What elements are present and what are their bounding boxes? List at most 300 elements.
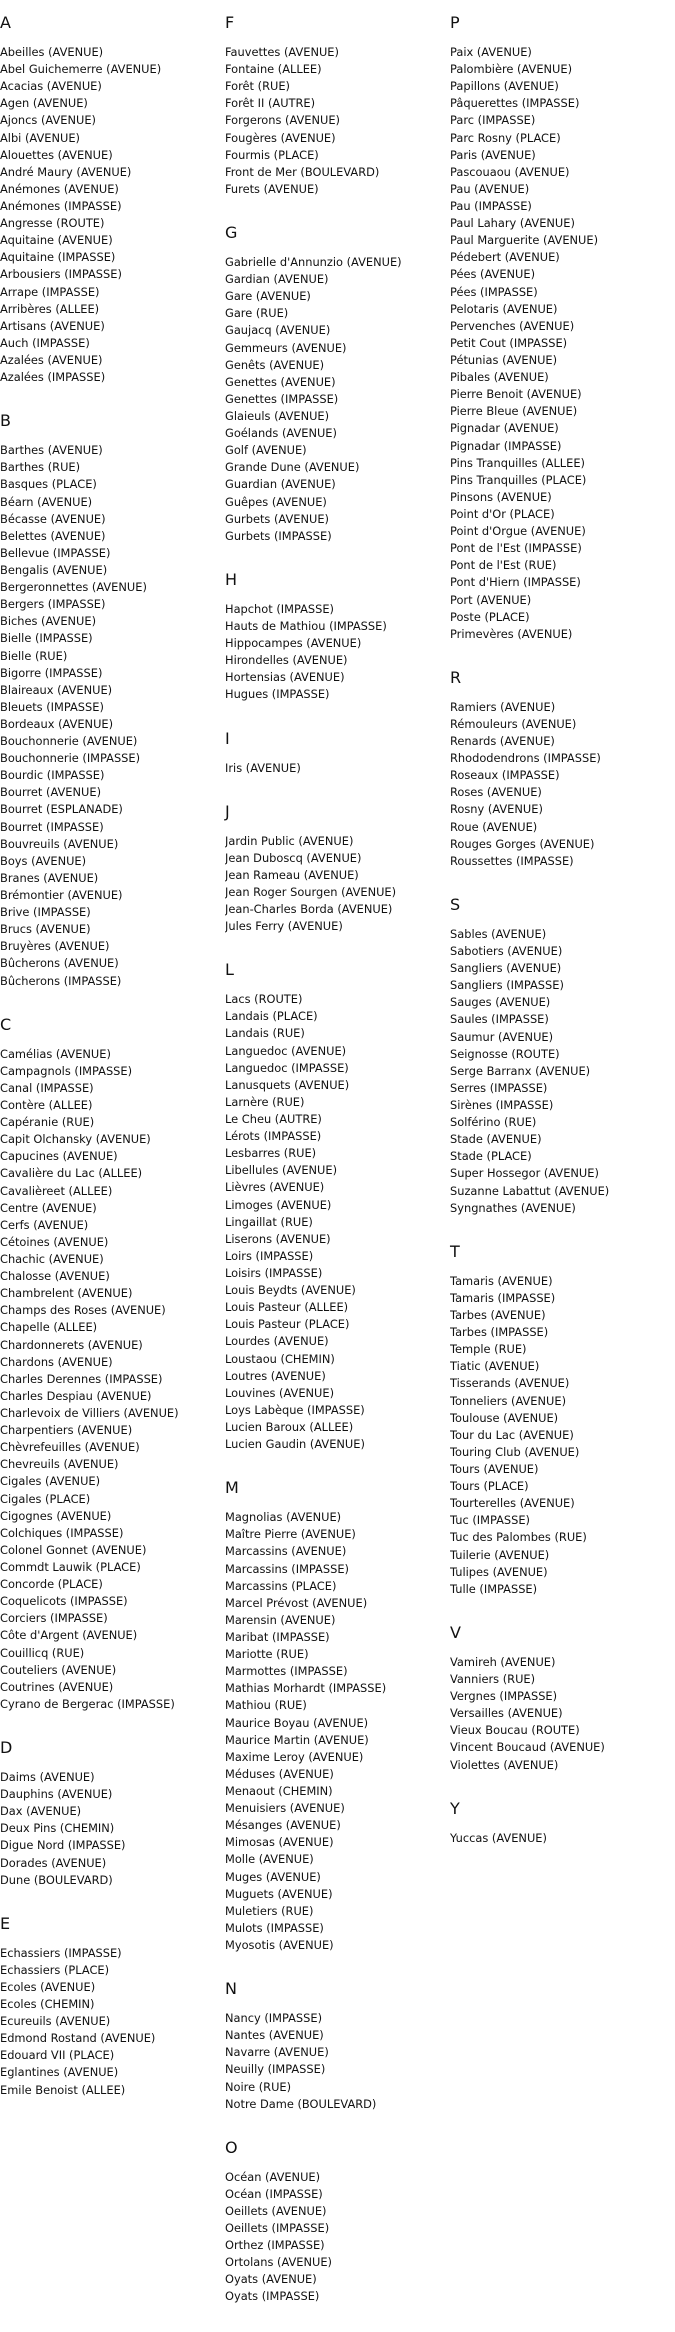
street-list-item: Menuisiers (AVENUE) — [225, 1801, 345, 1816]
street-list-item: Nancy (IMPASSE) — [225, 2011, 323, 2026]
letter-section — [225, 2139, 447, 2306]
street-list-item: Gare (RUE) — [225, 306, 289, 321]
street-list-item: Muguets (AVENUE) — [225, 1886, 333, 1901]
street-list-item: Gardian (AVENUE) — [225, 272, 329, 287]
street-list-item: Libellules (AVENUE) — [225, 1163, 338, 1178]
street-list-item: Gare (AVENUE) — [225, 289, 311, 304]
letter-section — [450, 669, 672, 870]
street-list-item: Sangliers (AVENUE) — [450, 961, 562, 976]
street-list-item: Acacias (AVENUE) — [0, 79, 102, 94]
letter-section — [0, 1016, 222, 1713]
street-list-item: Lanusquets (AVENUE) — [225, 1077, 350, 1092]
street-list-item: Echassiers (PLACE) — [0, 1962, 110, 1977]
street-list-item: Tulipes (AVENUE) — [450, 1564, 548, 1579]
street-list — [450, 1273, 672, 1598]
street-list-item: Chambrelent (AVENUE) — [0, 1286, 133, 1301]
street-list-item: Camélias (AVENUE) — [0, 1046, 111, 1061]
street-list-item: Rhododendrons (IMPASSE) — [450, 751, 601, 766]
street-list — [450, 926, 672, 1217]
street-list-item: Sables (AVENUE) — [450, 926, 547, 941]
street-list-item: Front de Mer (BOULEVARD) — [225, 164, 380, 179]
street-list-item: Le Cheu (AUTRE) — [225, 1112, 322, 1127]
index-column-3 — [450, 14, 672, 1873]
street-list-item: Arrape (IMPASSE) — [0, 284, 100, 299]
street-list-item: Genettes (AVENUE) — [225, 374, 336, 389]
street-list-item: Fougères (AVENUE) — [225, 130, 336, 145]
street-list-item: Maxime Leroy (AVENUE) — [225, 1749, 364, 1764]
street-list-item: Pées (AVENUE) — [450, 267, 536, 282]
street-list — [225, 833, 447, 936]
section-letter-heading: A — [0, 13, 11, 32]
letter-section — [225, 571, 447, 704]
section-letter-heading: H — [225, 569, 238, 589]
street-list-item: Nantes (AVENUE) — [225, 2028, 324, 2043]
street-list-item: Furets (AVENUE) — [225, 181, 319, 196]
street-list-item: Tourterelles (AVENUE) — [450, 1496, 575, 1511]
street-list-item: Artisans (AVENUE) — [0, 318, 105, 333]
street-list-item: Jean-Charles Borda (AVENUE) — [225, 902, 393, 917]
street-list-item: Tamaris (AVENUE) — [450, 1273, 553, 1288]
section-letter-heading: L — [225, 960, 234, 980]
letter-section — [0, 14, 222, 386]
letter-section — [225, 14, 447, 198]
street-list-item: Blaireaux (AVENUE) — [0, 682, 113, 697]
street-list-item: Louis Pasteur (PLACE) — [225, 1317, 350, 1332]
street-list-item: Bruyères (AVENUE) — [0, 939, 110, 954]
street-list — [225, 254, 447, 545]
street-list-item: Gabrielle d'Annunzio (AVENUE) — [225, 254, 402, 269]
street-list-item: Corciers (IMPASSE) — [0, 1611, 108, 1626]
street-list-item: Tuc des Palombes (RUE) — [450, 1530, 587, 1545]
street-list-item: Maurice Martin (AVENUE) — [225, 1732, 369, 1747]
street-list-item: Pau (AVENUE) — [450, 181, 530, 196]
street-list-item: Louvines (AVENUE) — [225, 1385, 335, 1400]
section-letter-heading: M — [225, 1478, 239, 1498]
street-list-item: Brucs (AVENUE) — [0, 922, 91, 937]
street-list-item: Larnère (RUE) — [225, 1094, 305, 1109]
street-list-item: Brémontier (AVENUE) — [0, 888, 123, 903]
street-list-item: Chèvrefeuilles (AVENUE) — [0, 1440, 140, 1455]
street-list-item: Lérots (IMPASSE) — [225, 1129, 322, 1144]
street-list-item: Hapchot (IMPASSE) — [225, 601, 334, 616]
street-list-item: Marcassins (IMPASSE) — [225, 1561, 349, 1576]
street-list-item: Edouard VII (PLACE) — [0, 2048, 115, 2063]
street-list-item: Iris (AVENUE) — [225, 760, 301, 775]
street-list-item: Liserons (AVENUE) — [225, 1231, 331, 1246]
street-list-item: Côte d'Argent (AVENUE) — [0, 1628, 138, 1643]
street-list-item: Arribères (ALLEE) — [0, 301, 100, 316]
street-list-item: Charlevoix de Villiers (AVENUE) — [0, 1405, 179, 1420]
street-list-item: Bergers (IMPASSE) — [0, 597, 106, 612]
street-list-item: Tamaris (IMPASSE) — [450, 1290, 556, 1305]
street-list-item: Tuilerie (AVENUE) — [450, 1547, 550, 1562]
street-list-item: Bourret (IMPASSE) — [0, 819, 104, 834]
street-list-item: Mathias Morhardt (IMPASSE) — [225, 1681, 387, 1696]
street-list-item: Landais (PLACE) — [225, 1009, 318, 1024]
street-list-item: Pins Tranquilles (PLACE) — [450, 472, 587, 487]
street-list-item: Mulots (IMPASSE) — [225, 1920, 324, 1935]
street-list-item: Fauvettes (AVENUE) — [225, 45, 339, 59]
street-list-item: Vanniers (RUE) — [450, 1671, 536, 1686]
street-list-item: Touring Club (AVENUE) — [450, 1444, 580, 1459]
street-list-item: Vamireh (AVENUE) — [450, 1654, 556, 1669]
street-list-item: Gurbets (AVENUE) — [225, 511, 329, 526]
street-list-item: Noire (RUE) — [225, 2079, 292, 2094]
street-list-item: Tours (PLACE) — [450, 1479, 529, 1494]
street-list-item: Tisserands (AVENUE) — [450, 1376, 570, 1391]
section-letter-heading: R — [450, 667, 462, 687]
street-list-item: Saumur (AVENUE) — [450, 1029, 554, 1044]
street-list-item: Colonel Gonnet (AVENUE) — [0, 1542, 147, 1557]
street-list-item: Tarbes (IMPASSE) — [450, 1325, 549, 1340]
street-list-item: Ajoncs (AVENUE) — [0, 113, 96, 128]
street-list-item: Languedoc (AVENUE) — [225, 1043, 347, 1058]
street-list-item: Dax (AVENUE) — [0, 1804, 82, 1819]
street-list — [0, 1945, 222, 2099]
street-list-item: Neuilly (IMPASSE) — [225, 2062, 326, 2077]
street-list-item: Papillons (AVENUE) — [450, 79, 559, 94]
street-list-item: Azalées (IMPASSE) — [0, 370, 106, 385]
street-list-item: Capucines (AVENUE) — [0, 1149, 118, 1164]
street-list-item: Navarre (AVENUE) — [225, 2045, 329, 2060]
street-list-item: Serres (IMPASSE) — [450, 1080, 548, 1095]
street-list-item: Glaieuls (AVENUE) — [225, 408, 330, 423]
street-list-item: Daims (AVENUE) — [0, 1769, 95, 1784]
street-list-item: Hortensias (AVENUE) — [225, 670, 345, 685]
street-list — [0, 1046, 222, 1713]
street-list-item: Pierre Benoit (AVENUE) — [450, 387, 582, 402]
street-list-item: Bouvreuils (AVENUE) — [0, 836, 119, 851]
street-list-item: Anémones (AVENUE) — [0, 181, 119, 196]
street-list-item: Lesbarres (RUE) — [225, 1146, 317, 1161]
street-list-item: Maître Pierre (AVENUE) — [225, 1527, 356, 1542]
street-list-item: Bergeronnettes (AVENUE) — [0, 580, 147, 595]
street-list-item: Maurice Boyau (AVENUE) — [225, 1715, 369, 1730]
street-list-item: Stade (AVENUE) — [450, 1132, 542, 1147]
street-list-item: Syngnathes (AVENUE) — [450, 1200, 576, 1215]
section-letter-heading: O — [225, 2137, 238, 2157]
street-list-item: Campagnols (IMPASSE) — [0, 1063, 133, 1078]
street-list-item: Loustaou (CHEMIN) — [225, 1351, 335, 1366]
street-list-item: Charles Despiau (AVENUE) — [0, 1388, 152, 1403]
street-list-item: Coutrines (AVENUE) — [0, 1679, 114, 1694]
street-list-item: Paris (AVENUE) — [450, 147, 536, 162]
street-list-item: Genettes (IMPASSE) — [225, 391, 339, 406]
street-list — [225, 44, 447, 198]
street-list-item: Chevreuils (AVENUE) — [0, 1457, 119, 1472]
street-list-item: Chardons (AVENUE) — [0, 1354, 113, 1369]
street-list-item: Mariotte (RUE) — [225, 1647, 309, 1662]
section-letter-heading: Y — [450, 1798, 460, 1818]
street-list-item: Chardonnerets (AVENUE) — [0, 1337, 143, 1352]
street-list-item: Saules (IMPASSE) — [450, 1012, 549, 1027]
street-list-item: Gaujacq (AVENUE) — [225, 323, 331, 338]
street-list-item: Capit Olchansky (AVENUE) — [0, 1132, 151, 1147]
street-list-item: Golf (AVENUE) — [225, 443, 307, 458]
street-list-item: Guêpes (AVENUE) — [225, 494, 327, 509]
street-list-item: Orthez (IMPASSE) — [225, 2238, 325, 2253]
street-list-item: Pelotaris (AVENUE) — [450, 301, 558, 316]
street-list-item: Sabotiers (AVENUE) — [450, 944, 563, 959]
street-list-item: Genêts (AVENUE) — [225, 357, 325, 372]
street-list-item: Bécasse (AVENUE) — [0, 511, 106, 526]
section-letter-heading: I — [225, 728, 230, 748]
street-list-item: Roses (AVENUE) — [450, 785, 542, 800]
street-list-item: Renards (AVENUE) — [450, 734, 555, 749]
street-list-item: Champs des Roses (AVENUE) — [0, 1303, 166, 1318]
street-list-item: Couillicq (RUE) — [0, 1645, 85, 1660]
street-list-item: Cavalière du Lac (ALLEE) — [0, 1166, 143, 1181]
street-list-item: Pâquerettes (IMPASSE) — [450, 96, 580, 111]
street-list-item: Cétoines (AVENUE) — [0, 1234, 109, 1249]
street-list-item: Emile Benoist (ALLEE) — [0, 2082, 126, 2097]
street-list-item: Loisirs (IMPASSE) — [225, 1266, 323, 1281]
street-list-item: Cigales (AVENUE) — [0, 1474, 101, 1489]
street-list-item: Hugues (IMPASSE) — [225, 687, 330, 702]
street-list-item: Pont d'Hiern (IMPASSE) — [450, 575, 581, 590]
street-list-item: Charles Derennes (IMPASSE) — [0, 1371, 163, 1386]
letter-section — [0, 1915, 222, 2099]
section-letter-heading: N — [225, 1979, 237, 1999]
street-list-item: Capéranie (RUE) — [0, 1115, 95, 1130]
street-list-item: Primevères (AVENUE) — [450, 626, 573, 641]
street-list-item: Goélands (AVENUE) — [225, 426, 337, 441]
street-list — [450, 1830, 672, 1847]
street-list-item: Loys Labèque (IMPASSE) — [225, 1402, 365, 1417]
street-list-item: Oeillets (IMPASSE) — [225, 2221, 330, 2236]
street-list-item: Roussettes (IMPASSE) — [450, 853, 574, 868]
street-list-item: Aquitaine (AVENUE) — [0, 233, 113, 248]
street-list-item: Sangliers (IMPASSE) — [450, 978, 564, 993]
street-list — [225, 991, 447, 1453]
street-list-item: Landais (RUE) — [225, 1026, 305, 1041]
street-list-item: Port (AVENUE) — [450, 592, 532, 607]
letter-section — [0, 412, 222, 990]
street-list-item: Anémones (IMPASSE) — [0, 198, 122, 213]
street-list-item: Gemmeurs (AVENUE) — [225, 340, 347, 355]
street-list-item: Lucien Baroux (ALLEE) — [225, 1420, 354, 1434]
street-list-item: Pinsons (AVENUE) — [450, 489, 552, 504]
section-letter-heading: D — [0, 1737, 13, 1757]
street-list-item: Forêt II (AUTRE) — [225, 96, 316, 111]
street-list-item: Rémouleurs (AVENUE) — [450, 716, 577, 731]
street-list-item: Océan (IMPASSE) — [225, 2186, 323, 2201]
street-list-item: Vincent Boucaud (AVENUE) — [450, 1740, 605, 1755]
street-list-item: Roseaux (IMPASSE) — [450, 768, 560, 783]
street-list-item: Point d'Or (PLACE) — [450, 506, 555, 521]
street-list-item: Commdt Lauwik (PLACE) — [0, 1559, 141, 1574]
letter-section — [225, 730, 447, 777]
street-list-item: Cigales (PLACE) — [0, 1491, 91, 1506]
street-list-item: Paul Lahary (AVENUE) — [450, 216, 575, 231]
street-list-item: Lingaillat (RUE) — [225, 1214, 313, 1229]
street-list-item: Languedoc (IMPASSE) — [225, 1060, 349, 1075]
street-list-item: Echassiers (IMPASSE) — [0, 1945, 122, 1960]
street-list-item: Bourret (ESPLANADE) — [0, 802, 123, 817]
street-list-item: Limoges (AVENUE) — [225, 1197, 332, 1212]
street-list-item: Forgerons (AVENUE) — [225, 113, 341, 128]
street-list-item: Pées (IMPASSE) — [450, 284, 538, 299]
street-list-item: Toulouse (AVENUE) — [450, 1410, 559, 1425]
street-list-item: Arbousiers (IMPASSE) — [0, 267, 122, 282]
street-list-item: Notre Dame (BOULEVARD) — [225, 2096, 377, 2111]
street-list-item: Ecoles (AVENUE) — [0, 1979, 96, 1994]
street-list-item: Agen (AVENUE) — [0, 96, 88, 111]
street-list-item: Pignadar (AVENUE) — [450, 421, 559, 436]
street-list-item: Violettes (AVENUE) — [450, 1757, 559, 1772]
street-list-item: Grande Dune (AVENUE) — [225, 460, 360, 475]
street-list-item: Contère (ALLEE) — [0, 1098, 93, 1113]
street-list-item: Marcassins (PLACE) — [225, 1578, 337, 1593]
letter-section — [450, 1800, 672, 1847]
street-list-item: Serge Barranx (AVENUE) — [450, 1063, 591, 1078]
street-list-item: Roue (AVENUE) — [450, 819, 538, 834]
street-list-item: Tour du Lac (AVENUE) — [450, 1427, 574, 1442]
street-list-item: Branes (AVENUE) — [0, 870, 99, 885]
index-column-1 — [0, 14, 222, 2125]
street-list-item: Versailles (AVENUE) — [450, 1706, 563, 1721]
street-list-item: Seignosse (ROUTE) — [450, 1046, 560, 1061]
street-list-item: Louis Pasteur (ALLEE) — [225, 1300, 349, 1315]
street-list-item: Fontaine (ALLEE) — [225, 62, 322, 77]
street-list-item: Cavalièreet (ALLEE) — [0, 1183, 113, 1198]
street-list-item: Myosotis (AVENUE) — [225, 1937, 334, 1952]
street-list-item: Bordeaux (AVENUE) — [0, 716, 114, 731]
street-list-item: André Maury (AVENUE) — [0, 164, 132, 179]
street-list-item: Bengalis (AVENUE) — [0, 562, 108, 577]
street-list-item: Centre (AVENUE) — [0, 1200, 97, 1215]
letter-section — [450, 1243, 672, 1598]
street-list-item: Jules Ferry (AVENUE) — [225, 919, 343, 934]
street-list-item: Maribat (IMPASSE) — [225, 1629, 330, 1644]
street-list-item: Cigognes (AVENUE) — [0, 1508, 112, 1523]
street-list-item: Albi (AVENUE) — [0, 130, 80, 145]
street-list-item: Ramiers (AVENUE) — [450, 699, 556, 714]
street-list-item: Marcel Prévost (AVENUE) — [225, 1595, 368, 1610]
letter-section — [225, 803, 447, 936]
street-list-item: Mésanges (AVENUE) — [225, 1818, 341, 1833]
letter-section — [225, 224, 447, 545]
street-list-item: Charpentiers (AVENUE) — [0, 1423, 133, 1438]
section-letter-heading: T — [450, 1241, 460, 1261]
street-list-item: Pont de l'Est (IMPASSE) — [450, 541, 582, 556]
street-list — [0, 44, 222, 386]
street-list-item: Fourmis (PLACE) — [225, 147, 319, 162]
street-list-item: Deux Pins (CHEMIN) — [0, 1821, 115, 1836]
street-list-item: Coquelicots (IMPASSE) — [0, 1594, 128, 1609]
street-list-item: Colchiques (IMPASSE) — [0, 1525, 124, 1540]
street-list-item: Gurbets (IMPASSE) — [225, 528, 332, 543]
street-list — [225, 760, 447, 777]
street-list-item: Pascouaou (AVENUE) — [450, 164, 570, 179]
street-list-item: Louis Beydts (AVENUE) — [225, 1283, 356, 1298]
street-list-item: Ecureuils (AVENUE) — [0, 2014, 111, 2029]
street-list-item: Parc Rosny (PLACE) — [450, 130, 561, 145]
street-list — [225, 2169, 447, 2306]
street-list-item: Bellevue (IMPASSE) — [0, 545, 111, 560]
street-list-item: Brive (IMPASSE) — [0, 905, 91, 920]
street-list-item: Molle (AVENUE) — [225, 1852, 314, 1867]
street-list-item: Bleuets (IMPASSE) — [0, 699, 104, 714]
street-list-item: Pibales (AVENUE) — [450, 370, 549, 385]
street-list-item: Basques (PLACE) — [0, 477, 97, 492]
street-list — [0, 1769, 222, 1889]
letter-section — [225, 961, 447, 1453]
street-list-item: Belettes (AVENUE) — [0, 528, 106, 543]
street-list — [225, 2010, 447, 2113]
street-list-item: Jean Roger Sourgen (AVENUE) — [225, 884, 397, 899]
street-list-item: Lacs (ROUTE) — [225, 992, 303, 1007]
street-list-item: Tuc (IMPASSE) — [450, 1513, 530, 1528]
street-list-item: Tarbes (AVENUE) — [450, 1308, 546, 1322]
street-list-item: Bûcherons (AVENUE) — [0, 956, 119, 971]
section-letter-heading: C — [0, 1014, 12, 1034]
street-list-item: Jean Rameau (AVENUE) — [225, 867, 359, 882]
street-list-item: Barthes (RUE) — [0, 460, 81, 475]
street-list-item: Vieux Boucau (ROUTE) — [450, 1723, 580, 1738]
section-letter-heading: P — [450, 13, 460, 32]
street-list-item: Océan (AVENUE) — [225, 2169, 321, 2184]
street-list-item: Bouchonnerie (AVENUE) — [0, 734, 138, 749]
street-list-item: Bourdic (IMPASSE) — [0, 768, 105, 783]
street-list-item: Biches (AVENUE) — [0, 614, 97, 629]
street-list-item: Lourdes (AVENUE) — [225, 1334, 329, 1349]
street-list-item: Ortolans (AVENUE) — [225, 2255, 332, 2270]
street-list — [450, 44, 672, 643]
street-list-item: Pau (IMPASSE) — [450, 198, 532, 213]
street-list-item: Chachic (AVENUE) — [0, 1252, 104, 1266]
street-list-item: Digue Nord (IMPASSE) — [0, 1838, 126, 1853]
street-list-item: Lièvres (AVENUE) — [225, 1180, 325, 1195]
street-list-item: Super Hossegor (AVENUE) — [450, 1166, 599, 1181]
street-list-item: Concorde (PLACE) — [0, 1577, 103, 1592]
street-list-item: Pont de l'Est (RUE) — [450, 558, 557, 573]
street-list-item: Tours (AVENUE) — [450, 1461, 539, 1476]
section-letter-heading: B — [0, 411, 11, 431]
street-list-item: Bourret (AVENUE) — [0, 785, 102, 800]
street-list — [450, 699, 672, 870]
street-list-item: Pervenches (AVENUE) — [450, 318, 575, 333]
street-list-item: Point d'Orgue (AVENUE) — [450, 524, 586, 539]
street-list-item: Chapelle (ALLEE) — [0, 1320, 98, 1335]
street-list-item: Béarn (AVENUE) — [0, 494, 93, 509]
street-list-item: Sirènes (IMPASSE) — [450, 1098, 554, 1113]
index-column-2 — [225, 14, 447, 2332]
street-list-item: Auch (IMPASSE) — [0, 335, 90, 350]
section-letter-heading: F — [225, 13, 235, 32]
street-list-item: Loirs (IMPASSE) — [225, 1248, 314, 1263]
street-list-item: Bûcherons (IMPASSE) — [0, 973, 122, 988]
street-list-item: Marensin (AVENUE) — [225, 1612, 336, 1627]
street-list — [450, 1654, 672, 1774]
street-list-item: Pierre Bleue (AVENUE) — [450, 404, 578, 419]
street-list-item: Méduses (AVENUE) — [225, 1766, 334, 1781]
street-list-item: Alouettes (AVENUE) — [0, 147, 113, 162]
street-list-item: Bielle (IMPASSE) — [0, 631, 93, 646]
street-list-item: Jardin Public (AVENUE) — [225, 833, 354, 848]
street-list-item: Hirondelles (AVENUE) — [225, 653, 348, 668]
street-list-item: Paix (AVENUE) — [450, 45, 532, 59]
street-list-item: Menaout (CHEMIN) — [225, 1783, 333, 1798]
street-list-item: Ecoles (CHEMIN) — [0, 1997, 95, 2012]
street-list-item: Muletiers (RUE) — [225, 1903, 314, 1918]
section-letter-heading: S — [450, 894, 461, 914]
street-list-item: Suzanne Labattut (AVENUE) — [450, 1183, 610, 1198]
street-list-item: Hippocampes (AVENUE) — [225, 636, 362, 651]
street-list-item: Poste (PLACE) — [450, 609, 530, 624]
letter-section — [450, 14, 672, 643]
street-list-item: Parc (IMPASSE) — [450, 113, 536, 128]
